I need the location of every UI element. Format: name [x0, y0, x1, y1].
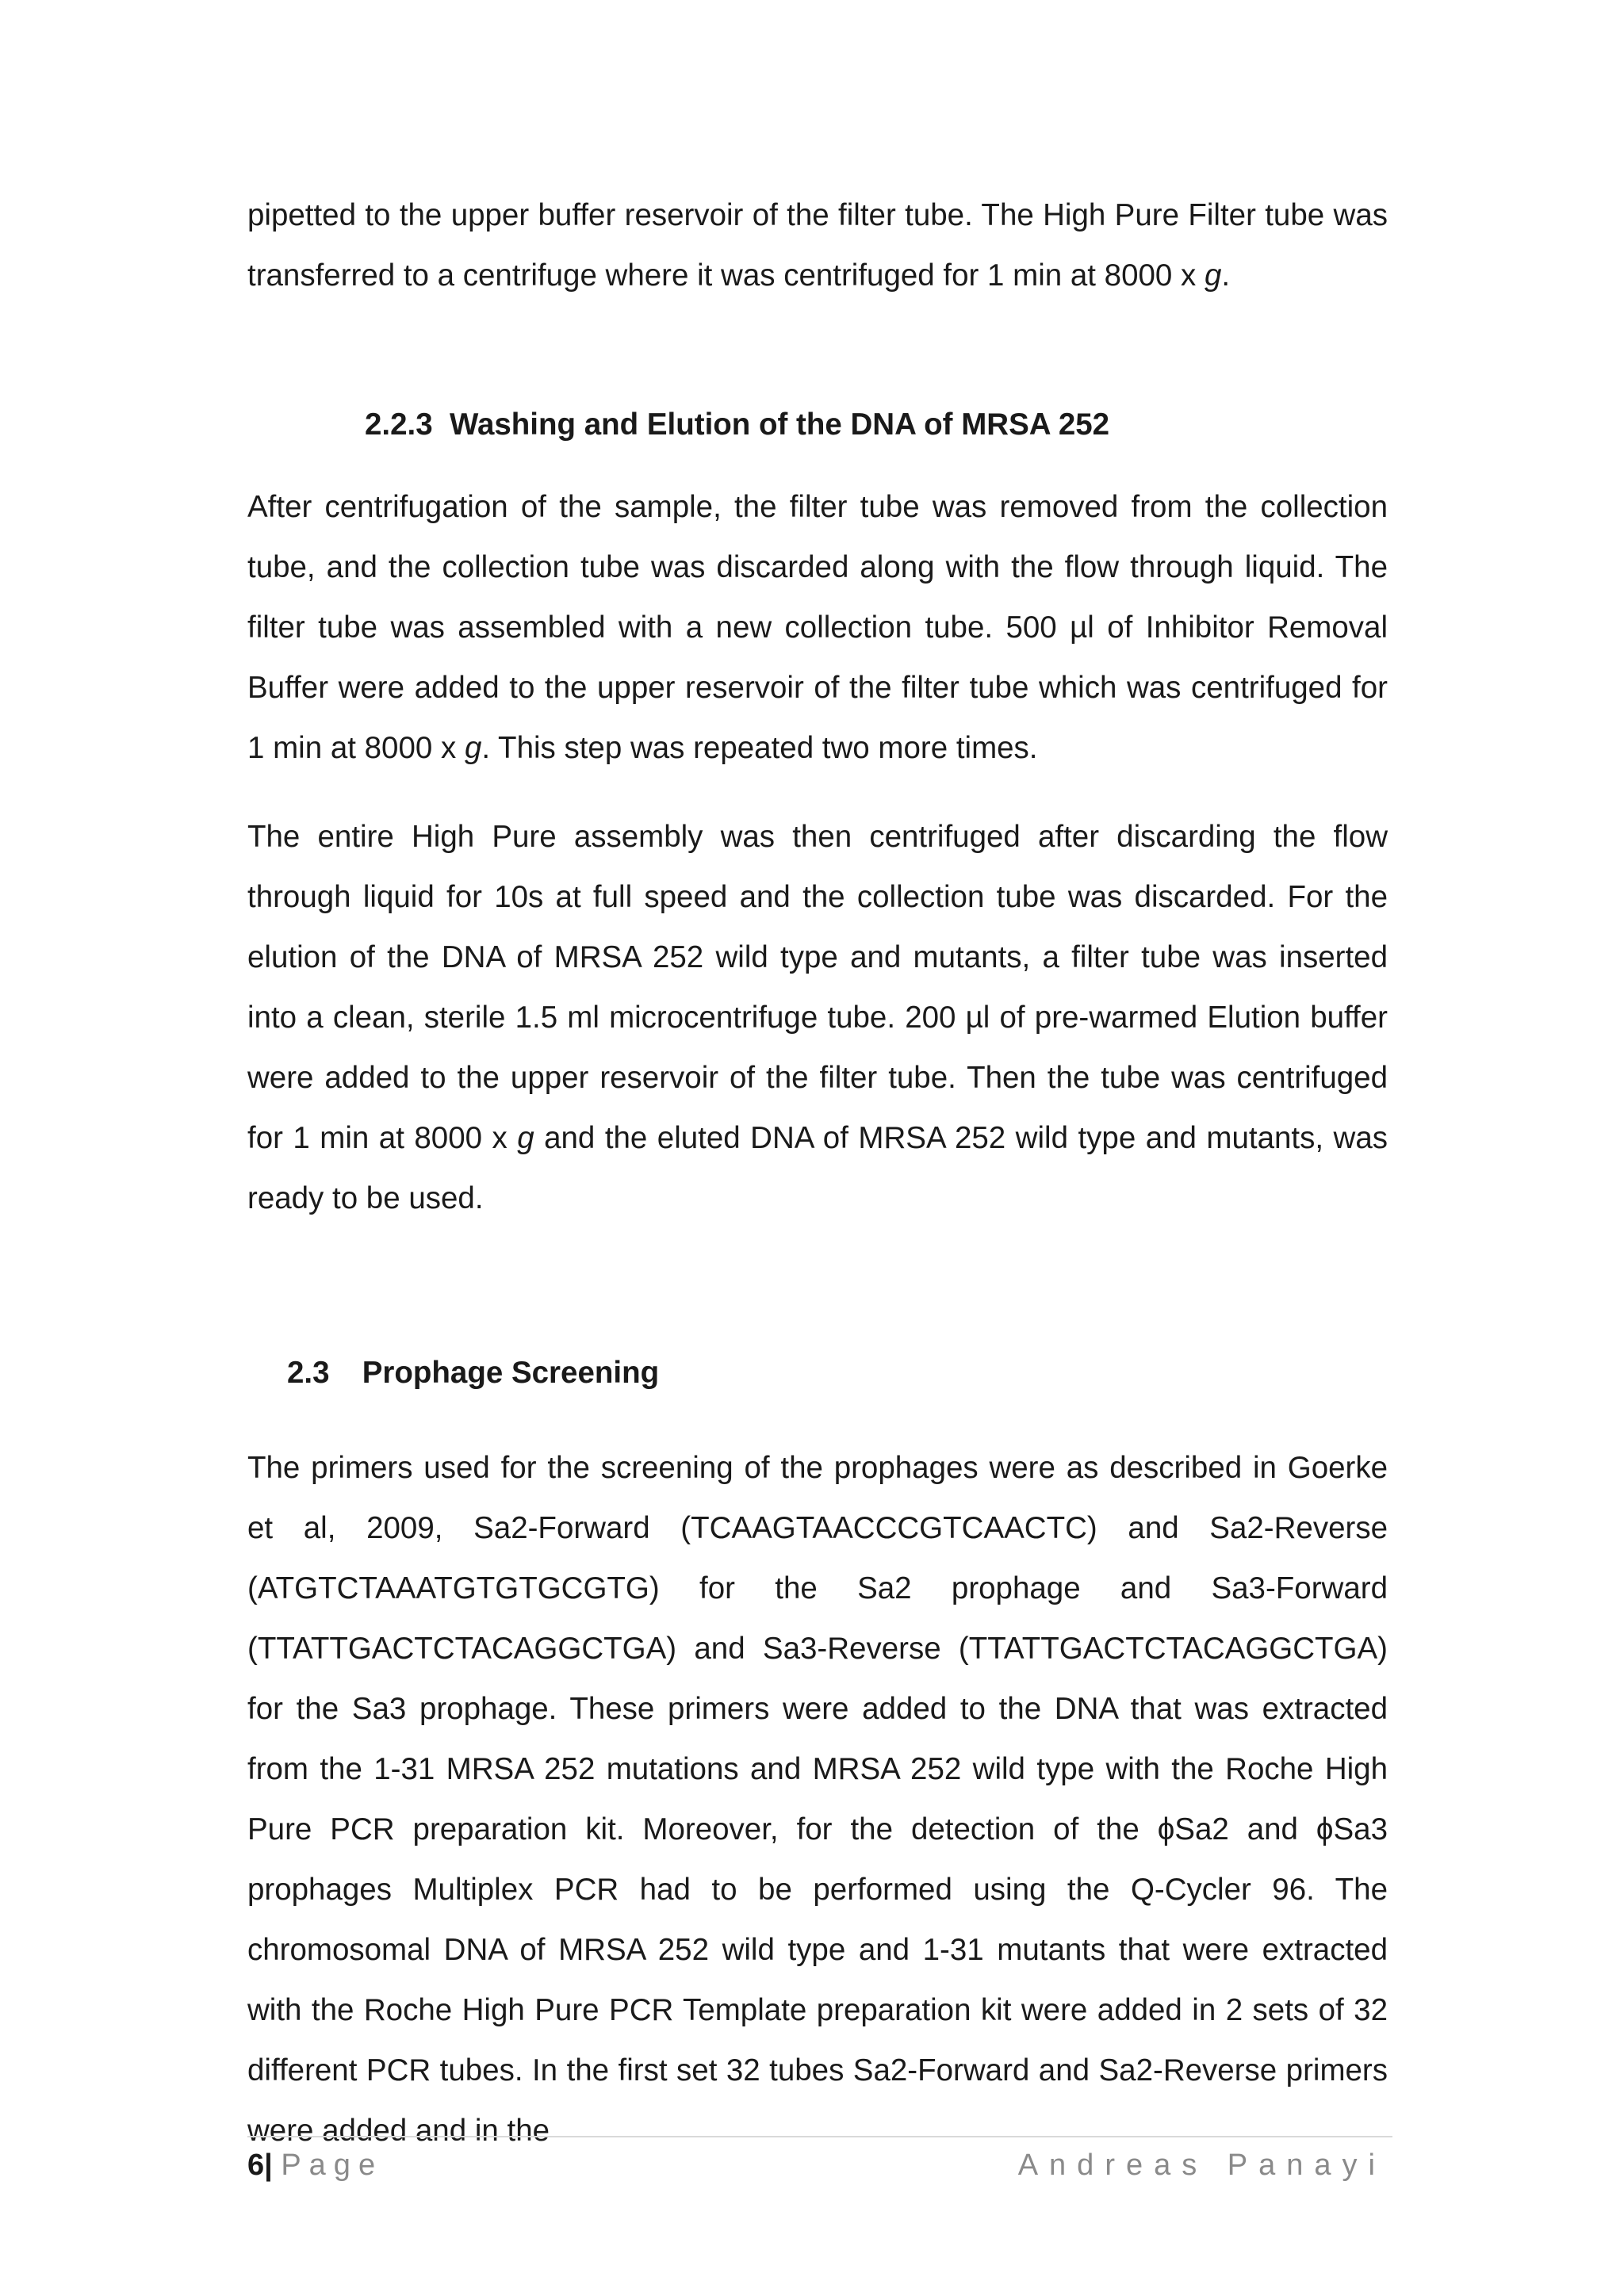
heading-text: Prophage Screening: [362, 1356, 660, 1390]
page-number: 6|: [247, 2149, 273, 2182]
footer-author: Andreas Panayi: [1017, 2149, 1386, 2182]
paragraph-text-end: . This step was repeated two more times.: [481, 731, 1038, 765]
paragraph-elution: [247, 807, 1388, 1229]
page-word: Page: [281, 2149, 384, 2182]
footer-divider: [247, 2136, 1392, 2137]
italic-g: g: [1204, 258, 1222, 293]
italic-g: g: [464, 731, 482, 765]
paragraph-filter-tube: [247, 186, 1388, 306]
paragraph-washing: [247, 477, 1388, 779]
footer-page-label: [247, 2145, 383, 2185]
heading-text: Washing and Elution of the DNA of MRSA 252: [450, 408, 1110, 442]
heading-number: 2.2.3: [365, 408, 433, 442]
section-heading-2-2-3: [365, 395, 1109, 455]
section-heading-2-3: [287, 1343, 659, 1403]
paragraph-text: pipetted to the upper buffer reservoir of the filter tube. The High Pure Filter tube was transferred to a centrifuge where it was centrifuged for 1 min at 8000 x: [247, 198, 1388, 293]
paragraph-text-end: .: [1221, 258, 1231, 293]
italic-g: g: [517, 1121, 534, 1155]
paragraph-text: After centrifugation of the sample, the filter tube was removed from the collection tube, and the collection tube was discarded along with the flow through liquid. The filter tube was assembled with a new collection tube. 500 µl of Inhibitor Removal Buffer were added to the upper reservoir of the filter tube which was centrifuged for 1 min at 8000 x: [247, 490, 1388, 765]
paragraph-primers: [247, 1438, 1388, 2161]
paragraph-text: The primers used for the screening of the prophages were as described in Goerke et al, 2009, Sa2-Forward (TCAAGTAACCCGTCAACTC) and Sa2-Reverse (ATGTCTAAATGTGTGCGTG) for the Sa2 prophage and Sa3-Forward (TTATTGACTCTACAGGCTGA) and Sa3-Reverse (TTATTGACTCTACAGGCTGA) for the Sa3 prophage. These primers were added to the DNA that was extracted from the 1-31 MRSA 252 mutations and MRSA 252 wild type with the Roche High Pure PCR preparation kit. Moreover, for the detection of the ϕSa2 and ϕSa3 prophages Multiplex PCR had to be performed using the Q-Cycler 96. The chromosomal DNA of MRSA 252 wild type and 1-31 mutants that were extracted with the Roche High Pure PCR Template preparation kit were added in 2 sets of 32 different PCR tubes. In the first set 32 tubes Sa2-Forward and Sa2-Reverse primers were added and in the: [247, 1451, 1388, 2148]
paragraph-text-end: and the eluted DNA of MRSA 252 wild type and mutants, was ready to be used.: [247, 1121, 1388, 1215]
heading-number: 2.3: [287, 1356, 330, 1390]
paragraph-text: The entire High Pure assembly was then centrifuged after discarding the flow through liquid for 10s at full speed and the collection tube was discarded. For the elution of the DNA of MRSA 252 wild type and mutants, a filter tube was inserted into a clean, sterile 1.5 ml microcentrifuge tube. 200 µl of pre-warmed Elution buffer were added to the upper reservoir of the filter tube. Then the tube was centrifuged for 1 min at 8000 x: [247, 820, 1388, 1155]
